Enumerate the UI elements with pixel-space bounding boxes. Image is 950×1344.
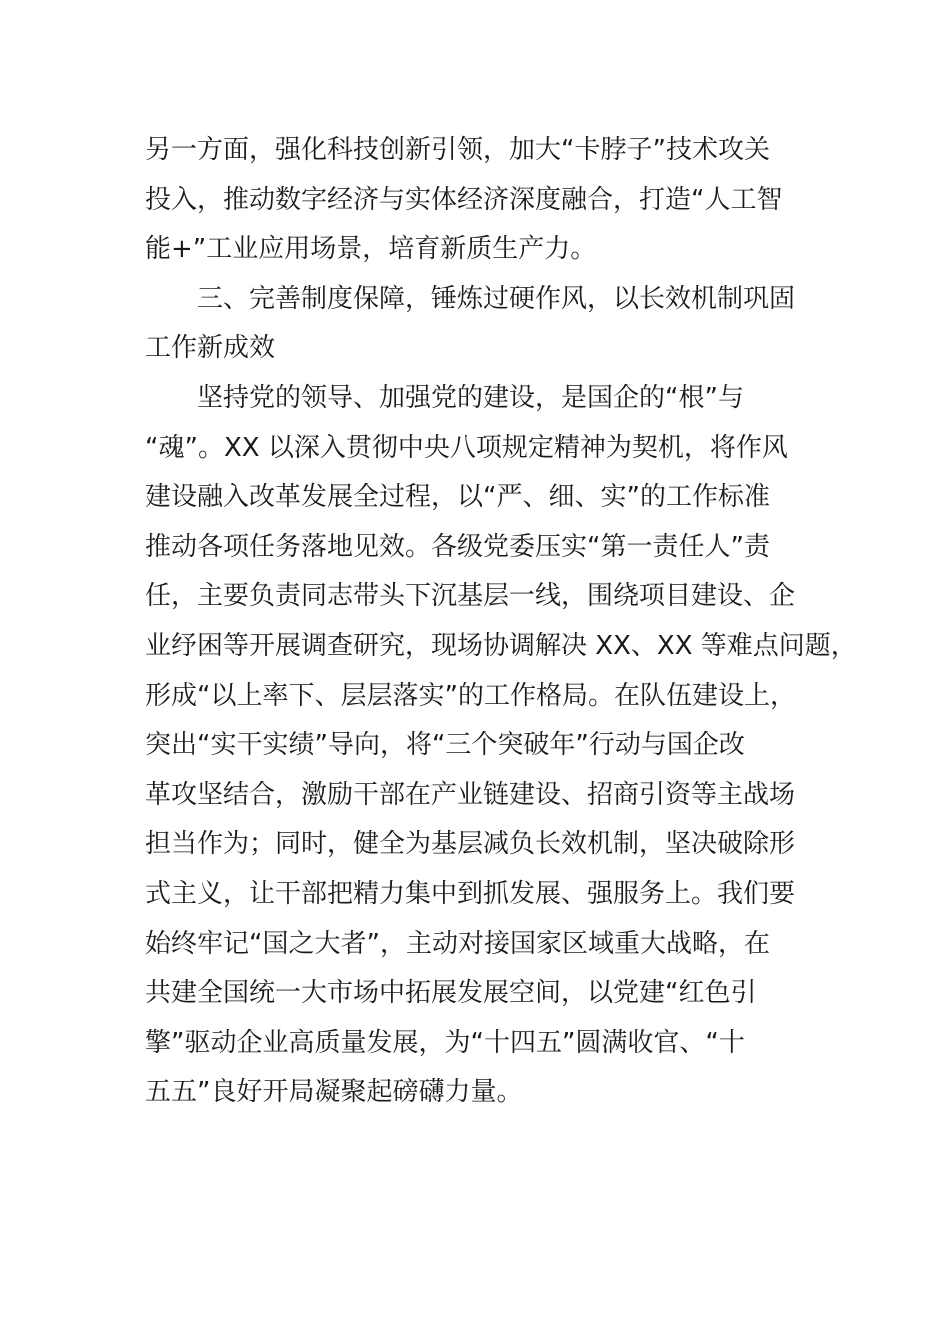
heading-line: 工作新成效 [145,333,276,364]
paragraph-line: 始终牢记“国之大者”，主动对接国家区域重大战略，在 [145,928,770,959]
paragraph-line: 形成“以上率下、层层落实”的工作格局。在队伍建设上， [145,680,796,711]
paragraph-1 [145,126,825,275]
paragraph-line: 突出“实干实绩”导向，将“三个突破年”行动与国企改 [145,730,745,761]
heading-line: 三、完善制度保障，锤炼过硬作风，以长效机制巩固 [197,283,796,314]
paragraph-line: 擎”驱动企业高质量发展，为“十四五”圆满收官、“十 [145,1027,745,1058]
paragraph-line: 共建全国统一大市场中拓展发展空间，以党建“红色引 [145,978,757,1009]
paragraph-line: 五五”良好开局凝聚起磅礴力量。 [145,1077,523,1108]
paragraph-line: 革攻坚结合，激励干部在产业链建设、招商引资等主战场 [145,779,796,810]
paragraph-line: 担当作为；同时，健全为基层减负长效机制，坚决破除形 [145,829,796,860]
paragraph-line: 式主义，让干部把精力集中到抓发展、强服务上。我们要 [145,878,796,909]
paragraph-line: 投入，推动数字经济与实体经济深度融合，打造“人工智 [145,184,783,215]
document-body [145,126,857,1118]
paragraph-line: 另一方面，强化科技创新引领，加大“卡脖子”技术攻关 [145,135,770,165]
paragraph-line: 建设融入改革发展全过程，以“严、细、实”的工作标准 [145,482,770,513]
paragraph-line: 坚持党的领导、加强党的建设，是国企的“根”与 [197,382,744,413]
paragraph-line: 业纾困等开展调查研究，现场协调解决 XX、XX 等难点问题， [145,630,857,661]
paragraph-2 [145,374,857,1118]
paragraph-line: 推动各项任务落地见效。各级党委压实“第一责任人”责 [145,531,770,562]
paragraph-line: “魂”。XX 以深入贯彻中央八项规定精神为契机，将作风 [145,432,788,463]
section-heading-3 [145,275,825,374]
paragraph-line: 任，主要负责同志带头下沉基层一线，围绕项目建设、企 [145,581,796,612]
paragraph-line: 能+”工业应用场景，培育新质生产力。 [145,234,597,265]
